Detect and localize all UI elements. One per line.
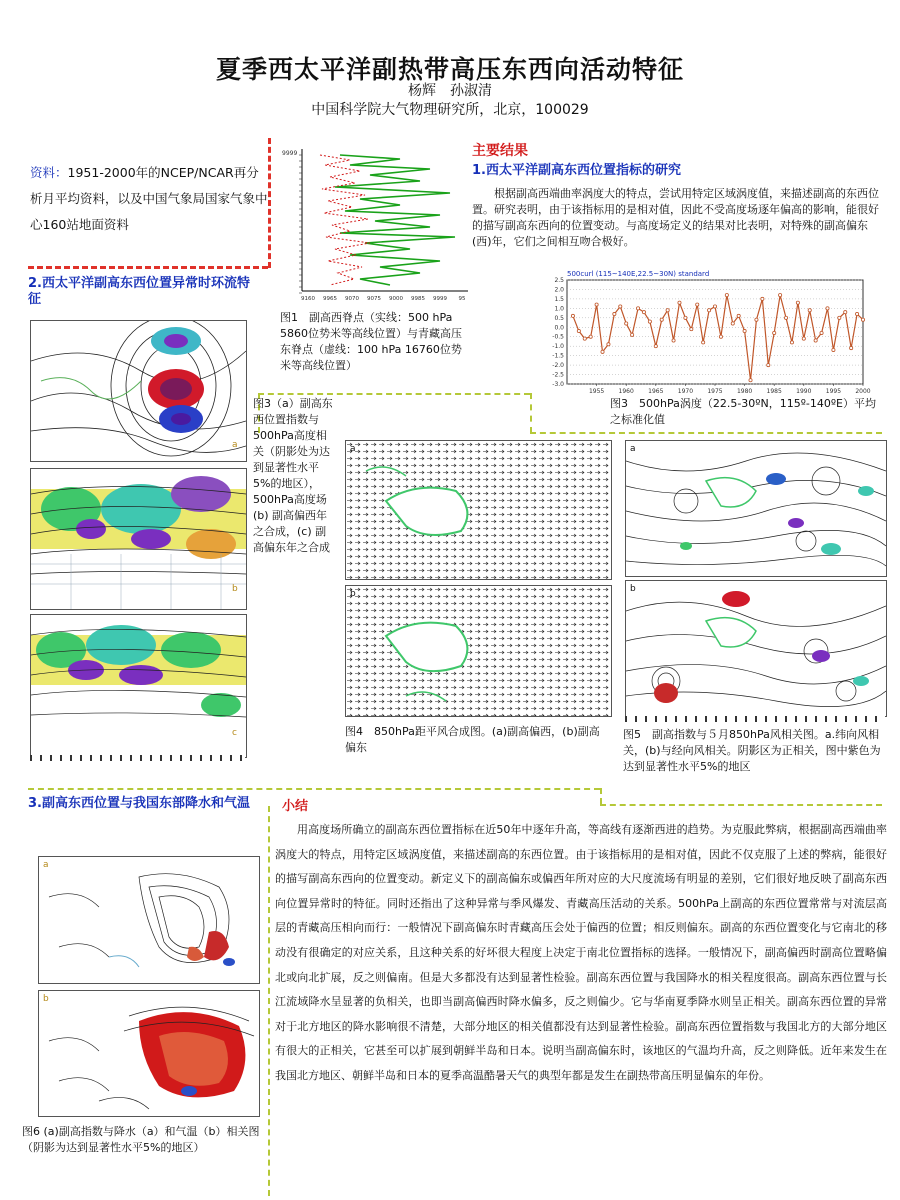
fig2-data-point — [648, 320, 651, 323]
fig1-caption: 图1 副高西脊点（实线：500 hPa 5860位势米等高线位置）与青藏高压东脊点（虚线：100 hPa 16760位势米等高线位置） — [280, 311, 462, 372]
fig5-caption: 图5 副高指数与５月850hPa风相关图。a.纬向风相关，(b)与经向风相关。阴影区为正相关，图中紫色为达到显著性水平5%的地区 — [623, 728, 881, 773]
fig2-data-point — [601, 350, 604, 353]
sec1-heading: 1.西太平洋副高东西位置指标的研究 — [472, 163, 681, 178]
sec1-text: 根据副高西端曲率涡度大的特点，尝试用特定区域涡度值，来描述副高的东西位置。研究表明，由于该指标用的是相对值，因此不受高度场逐年偏高的影响，能很好的描写副高东西向的位置变动。与高度场定义的结果对比表明，对特殊的副高偏东(西)年，它们之间相互吻合极好。 — [472, 187, 879, 248]
fig2-data-point — [702, 341, 705, 344]
fig1-xtick-label: 9070 — [345, 296, 359, 302]
fig2-data-point — [690, 328, 693, 331]
fig1-ytop-label: 9999 — [282, 150, 298, 157]
fig2-data-point — [784, 316, 787, 319]
data-text: 1951-2000年的NCEP/NCAR再分析月平均资料，以及中国气象局国家气象中心160站地面资料 — [30, 165, 268, 232]
fig3-caption: 图3（a）副高东西位置指数与500hPa高度相关（阴影处为达到显著性水平5%的地区），500hPa高度场(b) 副高偏西年之合成，(c) 副高偏东年之合成 — [253, 397, 333, 554]
fig1-plot — [280, 145, 470, 303]
fig2-data-point — [725, 294, 728, 297]
fig2-caption: 图3 500hPa涡度（22.5-30ºN，115º-140ºE）平均之标准化值 — [610, 397, 876, 426]
fig2-xtick-label: 1970 — [677, 388, 694, 395]
fig3-label-a: a — [232, 440, 238, 450]
fig2-xtick-label: 1995 — [825, 388, 842, 395]
fig2-data-point — [844, 311, 847, 314]
divider-yellow-bottom-v — [600, 788, 602, 804]
fig2-data-point — [826, 307, 829, 310]
divider-yellow-bottom2 — [600, 804, 882, 806]
fig2-xtick-label: 1985 — [766, 388, 782, 395]
fig2-data-point — [678, 301, 681, 304]
fig2-data-point — [696, 303, 699, 306]
fig2-ytick-label: -1.5 — [552, 352, 564, 360]
fig2-chart-title: 500curl (115~140E,22.5~30N) standard — [567, 270, 710, 278]
fig2-data-point — [802, 337, 805, 340]
fig2-data-point — [660, 318, 663, 321]
summary-heading: 小结 — [282, 799, 309, 814]
fig2-xtick-label: 1990 — [796, 388, 812, 395]
fig2-data-point — [613, 312, 616, 315]
fig2-data-point — [755, 318, 758, 321]
fig2-ytick-label: -2.5 — [552, 371, 564, 379]
fig3-panel-a — [30, 320, 247, 462]
fig6-panel-b — [38, 990, 260, 1117]
fig4-label-a: a — [350, 444, 356, 454]
fig3-axis — [30, 755, 245, 761]
fig5-panel-b — [625, 580, 887, 717]
fig5-axis — [625, 716, 885, 722]
authors: 杨辉 孙淑清 — [408, 83, 492, 99]
fig2-data-point — [684, 316, 687, 319]
fig2-data-point — [779, 294, 782, 297]
sec3-heading: 3.副高东西位置与我国东部降水和气温 — [28, 796, 250, 811]
fig2-ytick-label: -1.0 — [552, 343, 564, 351]
fig2-data-point — [861, 318, 864, 321]
sec2-heading: 2.西太平洋副高东西位置异常时环流特征 — [28, 276, 250, 307]
fig2-data-point — [761, 297, 764, 300]
fig2-ytick-label: -2.0 — [552, 362, 564, 370]
summary-text: 用高度场所确立的副高东西位置指标在近50年中逐年升高，等高线有逐渐西进的趋势。为克服此弊病，根据副高西端曲率涡度大的特点，用特定区域涡度值，来描述副高的东西位置。由于该指标用的是相对值，因此不仅克服了上述的弊病，能很好的描写副高东西向的位置变动。新定义下的副高偏东或偏西年所对应的大尺度流场有明显的差别，它们很好地反映了副高东西向位置异常时的特征。同时还指出了这种异常与季风爆发、青藏高压活动的关系。500hPa上副高的东西位置常常与对流层高层的青藏高压相向而行：一般情况下副高偏东时青藏高压会处于偏西的位置；相反则偏东。副高的东西位置变化与它南北的移动没有很确定的对应关系，且这种关系的好坏很大程度上决定于南北位置指标的选择。一般情况下，副高偏西时副高位置略偏北或向北扩展，反之则偏南。但是大多都没有达到显著性检验。副高东西位置与我国降水的相关程度很高。副高东西位置与长江流域降水呈显著的负相关，也即当副高偏西时降水偏多，反之则偏少。它与华南夏季降水则呈正相关。副高东西位置的异常对于北方地区的降水影响很不清楚，大部分地区的相关值都没有达到显著性检验。副高东西位置指数与我国北方的大部分地区有很大的正相关，它甚至可以扩展到朝鲜半岛和日本。说明当副高偏东时，该地区的气温均升高，反之则降低。近年来发生在我国北方地区、朝鲜半岛和日本的夏季高温酷暑天气的典型年都是发生在副热带高压明显偏东的年份。 — [275, 823, 887, 1082]
fig2-data-point — [719, 335, 722, 338]
fig1-xtick-label: 9999 — [433, 296, 447, 302]
fig2-xtick-label: 1960 — [618, 388, 634, 395]
fig3-panel-c — [30, 614, 247, 758]
fig2-xtick-label: 1980 — [736, 388, 753, 395]
fig5-panel-a — [625, 440, 887, 577]
fig5-label-a: a — [630, 444, 636, 454]
fig2-data-point — [666, 309, 669, 312]
fig1-solid-line — [335, 155, 455, 285]
fig6-label-a: a — [43, 860, 49, 870]
fig2-data-point — [713, 305, 716, 308]
fig3-panel-b — [30, 468, 247, 610]
fig3-label-c: c — [232, 728, 237, 738]
fig2-data-point — [850, 346, 853, 349]
fig2-data-point — [642, 311, 645, 314]
fig2-data-point — [832, 348, 835, 351]
divider-yellow-mid2 — [530, 432, 882, 434]
fig2-data-point — [636, 307, 639, 310]
fig2-data-point — [749, 379, 752, 382]
fig2-xtick-label: 1975 — [707, 388, 723, 395]
divider-yellow-mid — [258, 393, 530, 395]
fig2-data-point — [595, 303, 598, 306]
fig2-data-point — [808, 309, 811, 312]
fig2-data-point — [737, 314, 740, 317]
fig2-data-point — [571, 314, 574, 317]
fig2-xtick-label: 1955 — [588, 388, 605, 395]
fig2-data-point — [743, 329, 746, 332]
fig2-data-point — [707, 309, 710, 312]
fig2-data-point — [619, 305, 622, 308]
fig2-xtick-label: 2000 — [855, 388, 871, 395]
fig6-panel-a — [38, 856, 260, 984]
affiliation: 中国科学院大气物理研究所，北京，100029 — [311, 102, 589, 118]
fig4-panel-b — [345, 585, 612, 717]
fig2-ytick-label: 2.5 — [554, 277, 564, 284]
divider-yellow-mid-v — [530, 393, 532, 433]
fig2-ytick-label: 1.0 — [554, 305, 564, 313]
fig2-data-point — [855, 312, 858, 315]
fig2-data-point — [577, 329, 580, 332]
fig2-data-point — [607, 343, 610, 346]
fig2-data-point — [814, 339, 817, 342]
fig2-ytick-label: -3.0 — [552, 381, 564, 388]
fig2-data-point — [773, 331, 776, 334]
divider-red-horizontal — [28, 266, 268, 269]
fig2-data-point — [625, 322, 628, 325]
fig2-xtick-label: 1965 — [648, 388, 664, 395]
fig2-ytick-label: 0.5 — [554, 314, 564, 322]
fig1-xtick-label: 9965 — [323, 296, 337, 302]
fig2-data-point — [631, 333, 634, 336]
fig2-data-point — [731, 322, 734, 325]
page-title: 夏季西太平洋副热带高压东西向活动特征 — [215, 55, 684, 84]
fig5-label-b: b — [630, 584, 636, 594]
fig4-caption: 图4 850hPa距平风合成图。(a)副高偏西，(b)副高偏东 — [345, 725, 600, 754]
fig4-label-b: b — [350, 589, 356, 599]
fig6-caption: 图6 (a)副高指数与降水（a）和气温（b）相关图（阴影为达到显著性水平5%的地区） — [22, 1125, 260, 1154]
main-results-heading: 主要结果 — [472, 143, 528, 159]
fig2-data-point — [820, 331, 823, 334]
fig2-data-point — [672, 339, 675, 342]
fig2-ytick-label: -0.5 — [552, 333, 564, 341]
fig2-ytick-label: 0.0 — [554, 324, 564, 332]
fig2-data-point — [790, 341, 793, 344]
divider-yellow-bottom — [28, 788, 600, 790]
data-label: 资料： — [30, 165, 68, 180]
fig1-xtick-label: 9075 — [367, 296, 381, 302]
fig2-ytick-label: 1.5 — [554, 295, 564, 303]
fig2-chart — [545, 268, 885, 396]
fig1-xtick-label: 95 — [458, 296, 466, 302]
fig2-data-point — [589, 335, 592, 338]
fig1-xtick-label: 9985 — [411, 296, 425, 302]
fig1-dashed-line — [320, 155, 370, 285]
fig2-data-point — [796, 301, 799, 304]
fig2-data-point — [767, 363, 770, 366]
fig2-data-point — [838, 316, 841, 319]
fig1-xtick-label: 9160 — [301, 296, 315, 302]
fig2-data-point — [583, 337, 586, 340]
fig4-panel-a — [345, 440, 612, 580]
fig1-xtick-label: 9000 — [389, 296, 403, 302]
fig2-data-point — [654, 345, 657, 348]
data-section — [30, 160, 270, 238]
fig3-label-b: b — [232, 584, 238, 594]
fig6-label-b: b — [43, 994, 49, 1004]
fig2-ytick-label: 2.0 — [554, 286, 564, 294]
